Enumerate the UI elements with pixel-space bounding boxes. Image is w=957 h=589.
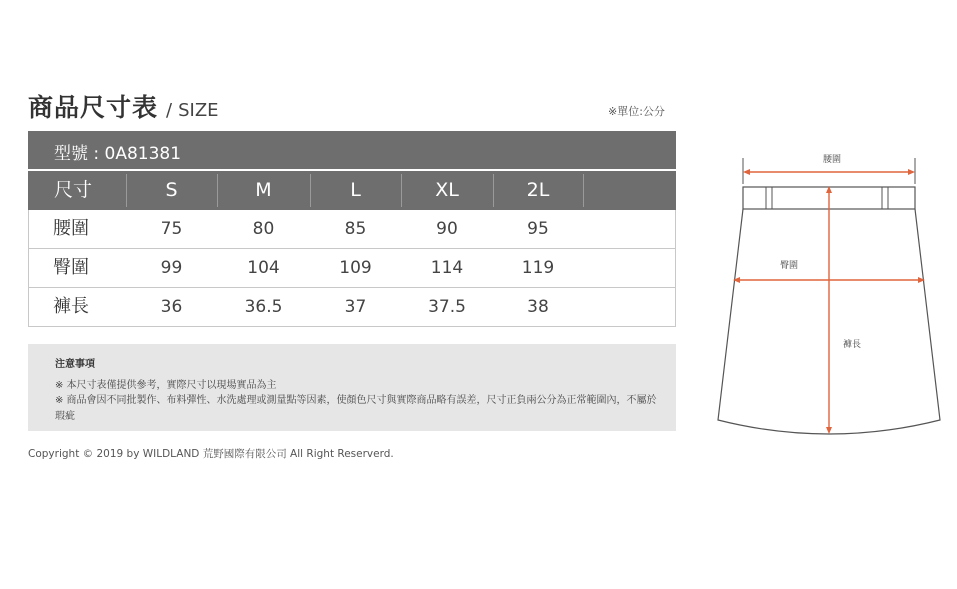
size-xl: XL bbox=[435, 179, 459, 201]
table-cell: 85 bbox=[344, 219, 367, 239]
title-english: SIZE bbox=[178, 100, 219, 121]
table-cell: 37.5 bbox=[428, 297, 466, 317]
row-label: 腰圍 bbox=[53, 218, 89, 239]
table-cell: 119 bbox=[521, 258, 555, 278]
table-cell: 75 bbox=[160, 219, 183, 239]
note-line-1: ※ 本尺寸表僅提供參考，實際尺寸以現場實品為主 bbox=[55, 380, 277, 391]
model-number: 型號 : 0A81381 bbox=[54, 144, 182, 164]
title-separator: / bbox=[166, 100, 173, 121]
table-cell: 38 bbox=[527, 297, 549, 317]
table-cell: 36.5 bbox=[244, 297, 283, 317]
hip-label: 臀圍 bbox=[779, 261, 799, 271]
table-cell: 95 bbox=[527, 219, 549, 239]
notes-title: 注意事項 bbox=[55, 359, 95, 370]
arrow-left bbox=[743, 169, 750, 175]
waist-measure bbox=[743, 154, 915, 175]
length-label: 褲長 bbox=[842, 340, 862, 350]
table-cell: 36 bbox=[160, 297, 183, 317]
size-2l: 2L bbox=[526, 179, 550, 201]
table-cell: 90 bbox=[436, 219, 458, 239]
skirt-measurement-diagram bbox=[714, 148, 944, 443]
copyright: Copyright © 2019 by WILDLAND 荒野國際有限公司 All Right Reserverd. bbox=[28, 448, 394, 460]
unit-note: ※單位:公分 bbox=[608, 105, 665, 118]
length-measure bbox=[826, 186, 861, 434]
note-line-2: ※ 商品會因不同批製作、布料彈性、水洗處理或測量點等因素，使顏色尺寸與實際商品略有誤差，尺寸正負兩公分為正常範圍內，不屬於瑕疵 bbox=[55, 395, 657, 422]
size-s: S bbox=[165, 179, 178, 201]
row-label: 褲長 bbox=[53, 296, 89, 317]
model-bar bbox=[28, 131, 676, 169]
size-header-label: 尺寸 bbox=[54, 179, 93, 201]
arrow-right bbox=[908, 169, 915, 175]
table-cell: 109 bbox=[339, 258, 372, 278]
table-row-length bbox=[28, 288, 676, 327]
table-cell: 99 bbox=[160, 258, 183, 278]
size-header-row bbox=[28, 171, 676, 210]
page-title bbox=[28, 88, 219, 124]
table-row-hip bbox=[28, 249, 676, 288]
size-l: L bbox=[350, 179, 361, 201]
table-cell: 80 bbox=[252, 219, 275, 239]
column-divider bbox=[583, 174, 584, 207]
table-cell: 114 bbox=[430, 258, 464, 278]
table-cell: 37 bbox=[344, 297, 367, 317]
waist-label: 腰圍 bbox=[822, 155, 842, 165]
table-cell: 104 bbox=[247, 258, 280, 278]
table-row-waist bbox=[28, 210, 676, 249]
notes-panel bbox=[28, 344, 676, 431]
row-label: 臀圍 bbox=[53, 257, 89, 278]
size-m: M bbox=[255, 179, 272, 201]
title-chinese: 商品尺寸表 bbox=[28, 93, 159, 122]
arrow-down bbox=[826, 427, 832, 434]
